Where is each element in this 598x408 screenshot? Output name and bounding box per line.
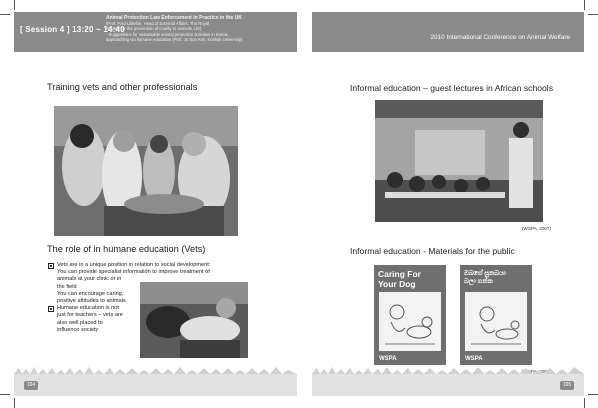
list-item: just for teachers – vets are [57, 312, 123, 319]
section-title-guest-lectures: Informal education – guest lectures in African schools [350, 83, 554, 93]
african-school-photo [375, 100, 543, 222]
photo-caption: (WSPA, 2007) [522, 226, 552, 231]
grass-decoration [14, 366, 297, 374]
left-page [14, 12, 297, 396]
left-page-footer [14, 374, 297, 396]
conference-title: 2010 International Conference on Animal Welfare [430, 34, 570, 41]
session-info [106, 16, 291, 42]
right-page-header [312, 12, 584, 52]
session-info-line: Society for the prevention of cruelty to animals, UK) [106, 26, 202, 32]
page-number: 195 [560, 381, 574, 390]
list-item: You can encourage caring, [57, 290, 124, 297]
wspa-logo: WSPA [465, 356, 483, 362]
list-item: animals at your clinic or in [57, 276, 122, 283]
page-number: 194 [24, 381, 38, 390]
list-item: influence society [57, 326, 99, 333]
grass-decoration [312, 366, 584, 374]
section-title-training: Training vets and other professionals [47, 82, 198, 92]
session-info-line: approaching via humane education (Prof. Jo Sun Kim, Konkuk University) [106, 36, 243, 42]
crop-mark [584, 0, 585, 10]
poster-illustration [379, 292, 441, 351]
crop-mark [14, 398, 15, 408]
poster-caring-for-your-dog [374, 265, 446, 365]
vets-training-photo [54, 106, 238, 236]
poster-title: Caring For Your Dog [378, 269, 421, 289]
poster-illustration [465, 292, 527, 351]
crop-mark [584, 398, 585, 408]
session-info-line: - Suggestions for sustainable animal protection activities in Korea: [106, 31, 229, 37]
crop-mark [0, 14, 10, 15]
vets-bullet-list [48, 262, 293, 334]
right-page-footer [312, 374, 584, 396]
list-item: You can provide specialist information to improve treatment of [57, 269, 210, 276]
list-item: the field [57, 283, 77, 290]
list-item: ■ Humane education is not [49, 305, 119, 312]
right-page [312, 12, 584, 396]
session-info-line: (Prof. Paul Littlefair, Head of External Affairs, The Royal [106, 21, 209, 27]
section-title-role: The role of in humane education (Vets) [47, 244, 206, 254]
list-item: ■ Vets are in a unique position in relation to social development: [49, 262, 211, 268]
wspa-logo: WSPA [379, 356, 397, 362]
left-page-header [14, 12, 297, 52]
session-title: Animal Protection Law Enforcement in Practice in the UK [106, 15, 242, 21]
gutter [297, 0, 312, 408]
list-item: also well placed to [57, 319, 103, 326]
poster-sinhala [460, 265, 532, 365]
crop-mark [588, 14, 598, 15]
session-label: [ Session 4 ] 13:20 ~ 14:40 [20, 25, 125, 34]
crop-mark [588, 394, 598, 395]
section-title-materials: Informal education - Materials for the public [350, 246, 515, 256]
poster-title: ඔබගේ සුනඛයා බලා ගන්න [464, 270, 506, 285]
crop-mark [0, 394, 10, 395]
list-item: positive attitudes to animals [57, 298, 126, 305]
crop-mark [14, 0, 15, 10]
